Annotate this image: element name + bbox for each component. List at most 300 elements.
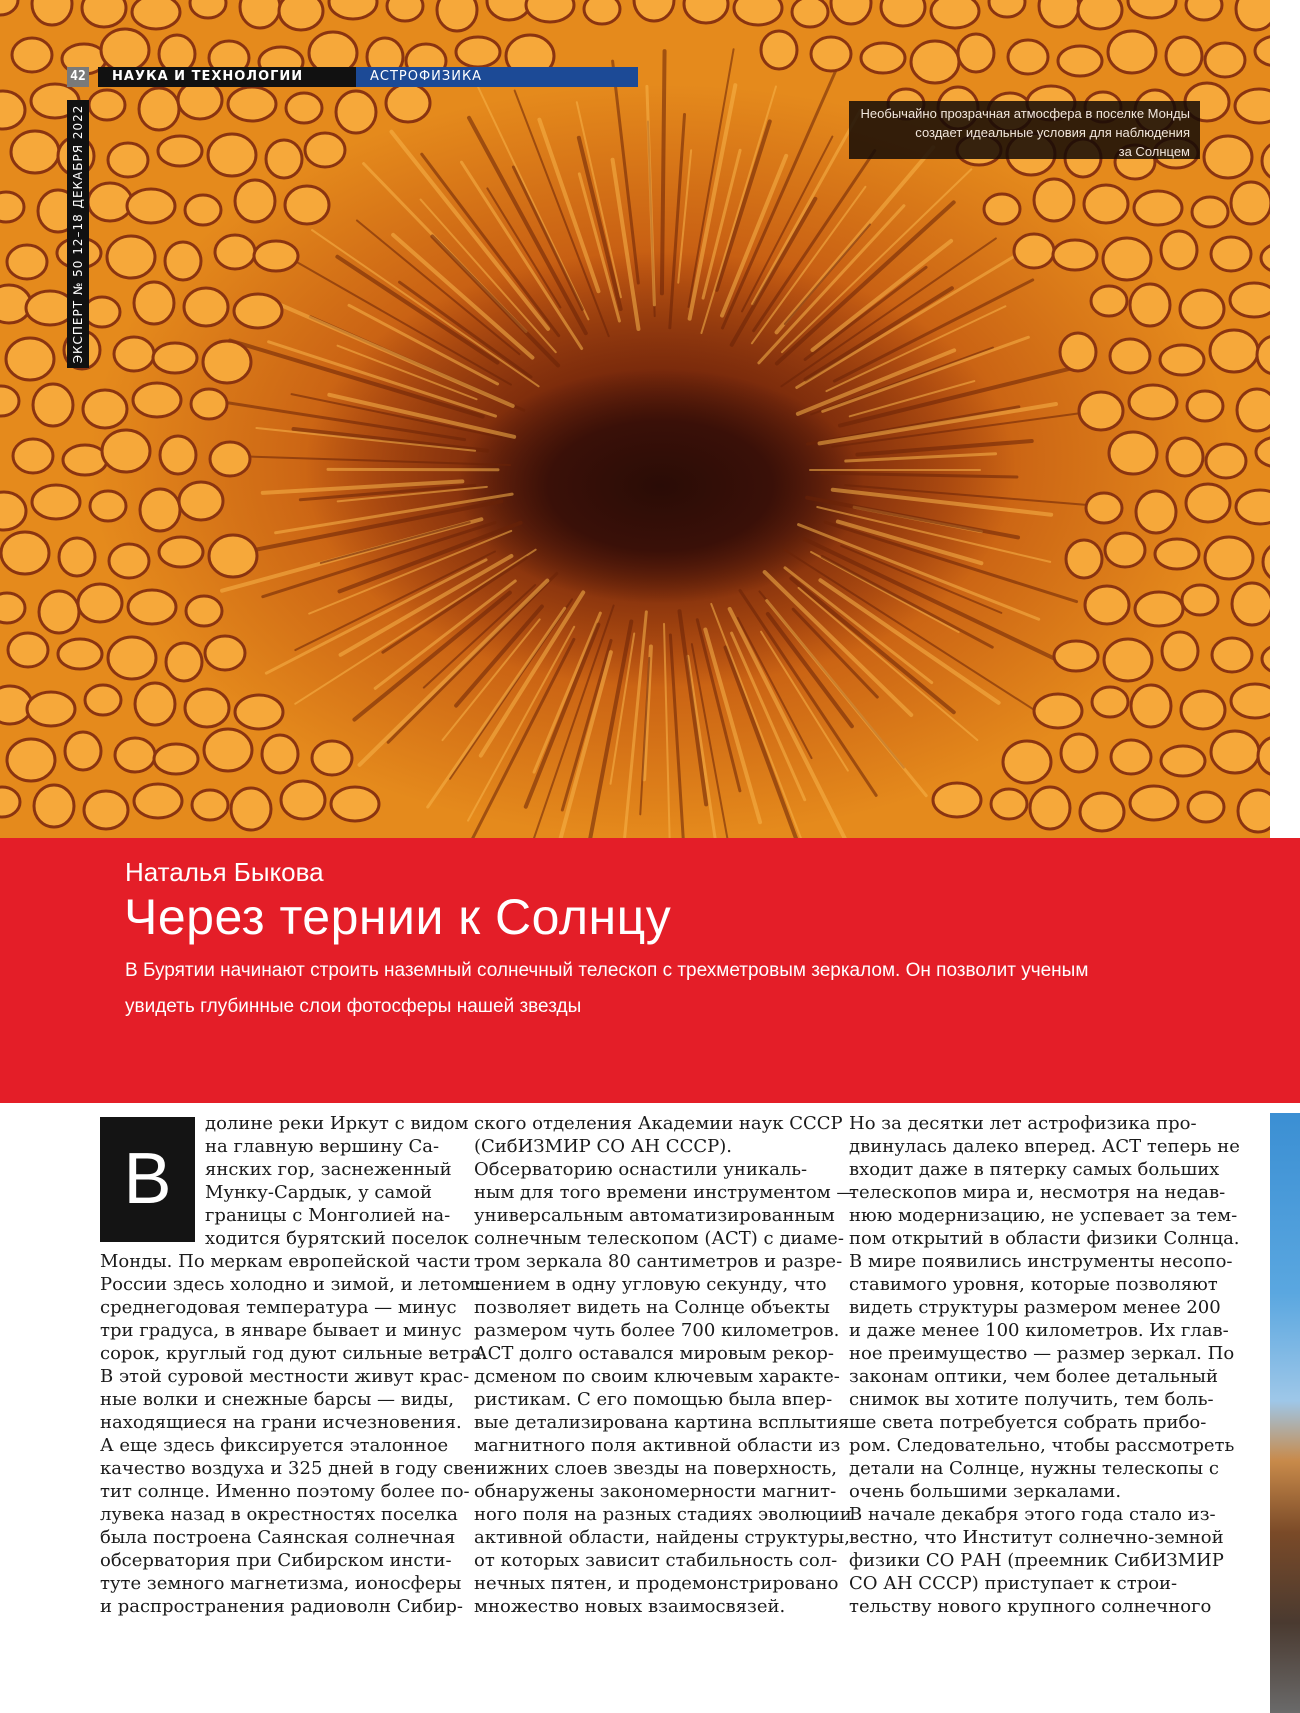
penumbra-filament xyxy=(807,498,1018,538)
granule xyxy=(82,0,126,27)
granule xyxy=(185,195,221,225)
granule xyxy=(286,93,322,123)
granule xyxy=(134,784,182,818)
granule xyxy=(991,789,1027,819)
article-lede xyxy=(125,953,1185,1025)
granule xyxy=(1060,333,1096,371)
granule xyxy=(1255,36,1270,66)
granule xyxy=(209,535,257,577)
lede-line: увидеть глубинные слои фотосферы нашей звезды xyxy=(125,996,582,1017)
text-line: сорок, круглый год дуют сильные ветра. xyxy=(100,1343,488,1364)
text-line: ристикам. С его помощью была впер- xyxy=(474,1389,833,1410)
granule xyxy=(1080,793,1124,831)
text-line: законам оптики, чем более детальный xyxy=(849,1366,1218,1387)
penumbra-filament xyxy=(263,481,463,492)
granule xyxy=(39,591,79,633)
article-title: Через тернии к Солнцу xyxy=(124,889,672,945)
granule xyxy=(1109,432,1157,474)
penumbra-filament xyxy=(857,441,1031,455)
granule xyxy=(254,241,298,271)
text-line: Обсерваторию оснастили уникаль- xyxy=(474,1159,808,1180)
granule xyxy=(184,288,228,326)
granule xyxy=(1186,0,1222,20)
granule xyxy=(1034,694,1082,728)
text-line: ского отделения Академии наук СССР xyxy=(474,1113,843,1134)
text-line: СО АН СССР) приступает к строи- xyxy=(849,1573,1178,1594)
text-line: ром. Следовательно, чтобы рассмотреть xyxy=(849,1435,1235,1456)
text-line: ным для того времени инструментом — xyxy=(474,1182,855,1203)
granule xyxy=(7,739,55,781)
granule xyxy=(32,0,72,25)
granule xyxy=(78,584,122,622)
granule xyxy=(1039,0,1079,27)
text-line: АСТ долго оставался мировым рекор- xyxy=(474,1343,834,1364)
granule xyxy=(305,133,345,167)
text-line: В этой суровой местности живут крас- xyxy=(100,1366,470,1387)
granule xyxy=(84,791,128,829)
granule xyxy=(1161,746,1205,776)
text-line: ные волки и снежные барсы — виды, xyxy=(100,1389,454,1410)
caption-line: Необычайно прозрачная атмосфера в поселке Монды xyxy=(860,106,1190,121)
granule xyxy=(279,0,323,30)
text-line: России здесь холодно и зимой, и летом: xyxy=(100,1274,482,1295)
granule xyxy=(336,91,376,133)
granule xyxy=(526,0,574,22)
penumbra-filament xyxy=(354,593,509,720)
penumbra-filament xyxy=(329,395,514,437)
text-line: три градуса, в январе бывает и минус xyxy=(100,1320,462,1341)
granule xyxy=(179,482,223,520)
granule xyxy=(933,783,981,817)
granule xyxy=(1111,740,1151,774)
granule xyxy=(7,245,47,279)
granule xyxy=(1085,586,1129,624)
text-line: янских гор, заснеженный xyxy=(205,1159,452,1180)
penumbra-filament xyxy=(834,280,1032,381)
granule xyxy=(1,532,49,574)
granule xyxy=(1236,0,1270,30)
granule xyxy=(84,297,120,327)
granule xyxy=(1058,46,1102,76)
text-line: лувека назад в окрестностях поселка xyxy=(100,1504,458,1525)
penumbra-filament xyxy=(432,237,558,366)
granule xyxy=(114,337,154,371)
text-line: позволяет видеть на Солнце объекты xyxy=(474,1297,830,1318)
text-line: размером чуть более 700 километров. xyxy=(474,1320,840,1341)
granule xyxy=(34,785,74,827)
granule xyxy=(1257,336,1270,374)
lede-line: В Бурятии начинают строить наземный солнечный телескоп с трехметровым зеркалом. Он позволит ученым xyxy=(125,960,1089,981)
granule xyxy=(1104,639,1152,681)
granule xyxy=(989,0,1025,17)
text-line: А еще здесь фиксируется эталонное xyxy=(100,1435,449,1456)
penumbra-filament xyxy=(647,86,654,304)
text-line: дсменом по своим ключевым характе- xyxy=(474,1366,840,1387)
text-line: и распространения радиоволн Сибир- xyxy=(100,1596,463,1617)
granule xyxy=(139,88,179,130)
granule xyxy=(1212,638,1252,672)
text-line: ше света потребуется собрать прибо- xyxy=(849,1412,1207,1433)
penumbra-filament xyxy=(391,132,548,329)
granule xyxy=(881,0,925,26)
granule xyxy=(1008,40,1048,74)
text-line: туте земного магнетизма, ионосферы xyxy=(100,1573,462,1594)
granule xyxy=(1003,741,1051,783)
text-line: нечных пятен, и продемонстрировано xyxy=(474,1573,839,1594)
text-line: В начале декабря этого года стало из- xyxy=(849,1504,1216,1525)
granule xyxy=(285,186,329,224)
penumbra-filament xyxy=(256,428,475,451)
text-line: физики СО РАН (преемник СибИЗМИР xyxy=(849,1550,1224,1571)
text-line: Монды. По меркам европейской части xyxy=(100,1251,471,1272)
section-rubric: НАУКА И ТЕХНОЛОГИИ xyxy=(98,67,356,87)
adjacent-page-photo-edge xyxy=(1270,1113,1300,1713)
granule xyxy=(1130,284,1170,326)
penumbra-filament xyxy=(664,624,670,838)
granule xyxy=(109,544,149,578)
granule xyxy=(231,788,271,830)
granule xyxy=(1211,237,1251,271)
granule xyxy=(1130,786,1178,820)
granule xyxy=(1160,345,1204,375)
granule xyxy=(1210,330,1258,372)
granule xyxy=(1206,444,1246,478)
granule xyxy=(128,590,176,624)
granule xyxy=(1204,136,1252,178)
issue-label xyxy=(67,100,89,368)
issue-text: ЭКСПЕРТ № 50 12–18 ДЕКАБРЯ 2022 xyxy=(71,104,85,364)
penumbra-filament xyxy=(670,115,685,328)
granule xyxy=(386,84,430,122)
granule xyxy=(1231,684,1270,718)
granule xyxy=(1066,540,1102,578)
granule xyxy=(634,0,674,21)
granule xyxy=(684,0,728,23)
granule xyxy=(134,282,174,324)
penumbra-filament xyxy=(822,473,1017,477)
text-line: детали на Солнце, нужны телескопы с xyxy=(849,1458,1219,1479)
penumbra-filament xyxy=(295,551,495,650)
text-line: ходится бурятский поселок xyxy=(205,1228,469,1249)
granule xyxy=(11,131,59,173)
granule xyxy=(1078,0,1122,29)
text-line: вестно, что Институт солнечно-земной xyxy=(849,1527,1224,1548)
text-line: долине реки Иркут с видом xyxy=(205,1113,469,1134)
granule xyxy=(107,236,155,278)
text-line: обнаружены закономерности магнит- xyxy=(474,1481,837,1502)
granule xyxy=(115,738,155,772)
granule xyxy=(208,134,256,176)
granule xyxy=(1161,231,1197,269)
granule xyxy=(861,43,905,73)
granule xyxy=(13,439,53,473)
granule xyxy=(1262,142,1270,180)
granule xyxy=(1134,191,1182,225)
granule xyxy=(186,596,222,626)
granule xyxy=(0,492,26,530)
granule xyxy=(8,633,48,667)
granule xyxy=(160,436,196,474)
penumbra-filament xyxy=(463,639,574,838)
granule xyxy=(165,242,201,280)
granule xyxy=(1258,737,1270,775)
granule xyxy=(931,0,979,28)
granule xyxy=(1034,179,1074,221)
granule xyxy=(1188,792,1224,822)
text-line: нижних слоев звезды на поверхность, xyxy=(474,1458,837,1479)
caption-line: за Солнцем xyxy=(1118,144,1190,159)
granule xyxy=(58,639,102,669)
text-line: вые детализирована картина всплытия xyxy=(474,1412,850,1433)
granule xyxy=(1237,389,1270,431)
granule xyxy=(1092,687,1128,717)
penumbra-filament xyxy=(662,51,665,293)
granule xyxy=(331,787,379,821)
granule xyxy=(1086,493,1122,523)
granule xyxy=(329,0,377,19)
granule xyxy=(437,0,477,31)
granule xyxy=(1155,539,1199,569)
granule xyxy=(0,593,25,623)
granule xyxy=(6,338,54,380)
text-line: ное преимущество — размер зеркал. По xyxy=(849,1343,1235,1364)
granule xyxy=(89,90,125,120)
granule xyxy=(158,136,202,166)
text-line: находящиеся на грани исчезновения. xyxy=(100,1412,462,1433)
penumbra-filament xyxy=(515,91,609,337)
granule xyxy=(1182,585,1218,615)
granule xyxy=(205,636,245,670)
granule xyxy=(27,692,75,726)
granule xyxy=(88,183,132,221)
text-line: Мунку-Сардык, у самой xyxy=(205,1182,433,1203)
granule xyxy=(153,343,197,373)
granule xyxy=(1230,283,1270,317)
text-line: видеть структуры размером менее 200 xyxy=(849,1297,1221,1318)
text-line: тит солнце. Именно поэтому более по- xyxy=(100,1481,470,1502)
granule xyxy=(185,689,229,727)
granule xyxy=(958,34,994,72)
granule xyxy=(1231,182,1270,224)
granule xyxy=(761,31,797,69)
granule xyxy=(1129,385,1177,419)
page-number: 42 xyxy=(67,67,89,87)
granule xyxy=(191,389,227,419)
granule xyxy=(1135,592,1183,626)
granule xyxy=(1110,339,1150,373)
granule xyxy=(133,383,181,417)
body-column-3 xyxy=(849,1112,1240,1618)
granule xyxy=(108,143,148,177)
granule xyxy=(235,180,275,222)
granule xyxy=(59,538,95,576)
granule xyxy=(127,189,175,223)
penumbra-filament xyxy=(738,618,812,758)
penumbra-filament xyxy=(825,522,1076,601)
granule xyxy=(1261,243,1270,273)
granule xyxy=(1232,583,1270,625)
granule xyxy=(1030,787,1070,829)
granule xyxy=(1108,31,1156,73)
granule xyxy=(1054,641,1098,671)
granule xyxy=(281,781,325,819)
granule xyxy=(108,637,156,679)
granule xyxy=(1131,685,1171,727)
body-column-2 xyxy=(474,1112,855,1618)
granule xyxy=(456,37,500,67)
granule xyxy=(1205,43,1245,77)
granule xyxy=(166,643,202,681)
granule xyxy=(65,732,101,770)
granule xyxy=(1103,238,1151,280)
granule xyxy=(1167,438,1203,476)
penumbra-filament xyxy=(732,633,805,800)
granule xyxy=(0,787,20,817)
granule xyxy=(12,38,52,72)
granule xyxy=(1211,731,1259,773)
granule xyxy=(387,0,423,21)
granule xyxy=(1014,234,1054,268)
granule xyxy=(831,0,871,24)
text-line: ставимого уровня, которые позволяют xyxy=(849,1274,1218,1295)
text-line: была построена Саянская солнечная xyxy=(100,1527,456,1548)
text-line: обсерватория при Сибирском инсти- xyxy=(100,1550,452,1571)
text-line: пом открытий в области физики Солнца. xyxy=(849,1228,1240,1249)
granule xyxy=(1256,437,1270,467)
author-name: Наталья Быкова xyxy=(125,857,324,887)
text-line: солнечным телескопом (АСТ) с диаме- xyxy=(474,1228,844,1249)
granule xyxy=(85,685,121,715)
granule xyxy=(0,0,18,15)
text-line: активной области, найдены структуры, xyxy=(474,1527,850,1548)
penumbra-filament xyxy=(522,606,613,838)
penumbra-filament xyxy=(337,257,497,363)
granule xyxy=(1079,392,1123,430)
penumbra-filament xyxy=(670,635,685,838)
granule xyxy=(1192,197,1228,227)
text-line: магнитного поля активной области из xyxy=(474,1435,841,1456)
granule xyxy=(1186,484,1230,522)
text-line: множество новых взаимосвязей. xyxy=(474,1596,786,1617)
penumbra-filament xyxy=(822,556,992,647)
granule xyxy=(1205,537,1253,579)
granule xyxy=(192,790,228,820)
granule xyxy=(1061,734,1097,772)
granule xyxy=(1084,185,1128,223)
granule xyxy=(190,0,226,18)
granule xyxy=(159,537,203,567)
granule xyxy=(135,683,175,725)
photo-caption xyxy=(849,101,1200,159)
granule xyxy=(215,235,255,269)
granule xyxy=(262,735,298,773)
granule xyxy=(1181,691,1225,729)
penumbra-filament xyxy=(225,456,510,465)
granule xyxy=(1105,533,1145,567)
penumbra-filament xyxy=(817,507,1050,562)
text-line: тельству нового крупного солнечного xyxy=(849,1596,1212,1617)
granule xyxy=(154,744,198,774)
granule xyxy=(312,741,352,775)
granule xyxy=(266,140,302,178)
granule xyxy=(234,294,282,328)
granule xyxy=(140,489,180,531)
granule xyxy=(32,485,80,519)
granule xyxy=(0,386,19,416)
text-line: ного поля на разных стадиях эволюции xyxy=(474,1504,852,1525)
text-line: от которых зависит стабильность сол- xyxy=(474,1550,838,1571)
penumbra-filament xyxy=(428,608,565,807)
granule xyxy=(487,0,531,20)
text-line: на главную вершину Са- xyxy=(205,1136,440,1157)
text-line: шением в одну угловую секунду, что xyxy=(474,1274,827,1295)
granule xyxy=(1166,37,1202,75)
granule xyxy=(102,430,150,472)
granule xyxy=(210,442,250,476)
granule xyxy=(911,41,959,83)
granule xyxy=(1180,290,1224,328)
granule xyxy=(33,384,73,426)
granule xyxy=(1187,391,1223,421)
penumbra-filament xyxy=(820,580,998,703)
granule xyxy=(1236,490,1270,524)
granule xyxy=(734,0,782,25)
granule xyxy=(132,0,180,29)
text-line: тром зеркала 80 сантиметров и разре- xyxy=(474,1251,843,1272)
granule xyxy=(204,729,252,771)
granule xyxy=(811,37,851,71)
granule xyxy=(1128,0,1176,18)
text-line: и даже менее 100 километров. Их глав- xyxy=(849,1320,1229,1341)
subsection-rubric: АСТРОФИЗИКА xyxy=(356,67,638,87)
granule xyxy=(1235,89,1270,123)
granule xyxy=(203,341,251,383)
granule xyxy=(0,91,25,129)
granule xyxy=(63,445,107,475)
granule xyxy=(1263,543,1270,581)
penumbra-filament xyxy=(722,69,836,328)
penumbra-filament xyxy=(562,640,611,810)
text-line: среднегодовая температура — минус xyxy=(100,1297,457,1318)
text-line: качество воздуха и 325 дней в году све- xyxy=(100,1458,481,1479)
caption-line: создает идеальные условия для наблюдения xyxy=(915,125,1190,140)
granule xyxy=(83,390,127,428)
granule xyxy=(1053,240,1097,270)
granule xyxy=(1091,286,1127,316)
text-line: очень большими зеркалами. xyxy=(849,1481,1122,1502)
text-line: универсальным автоматизированным xyxy=(474,1205,835,1226)
text-line: двинулась далеко вперед. АСТ теперь не xyxy=(849,1136,1240,1157)
granule xyxy=(90,491,126,521)
granule xyxy=(101,29,149,71)
granule xyxy=(984,194,1020,224)
granule xyxy=(1162,632,1198,670)
text-line: В мире появились инструменты несопо- xyxy=(849,1251,1233,1272)
granule xyxy=(1136,491,1176,533)
granule xyxy=(584,0,620,24)
text-line: телескопов мира и, несмотря на недав- xyxy=(849,1182,1226,1203)
text-line: (СибИЗМИР СО АН СССР). xyxy=(474,1136,732,1157)
granule xyxy=(228,87,276,121)
granule xyxy=(240,0,280,28)
granule xyxy=(1262,644,1270,674)
text-line: снимок вы хотите получить, тем боль- xyxy=(849,1389,1214,1410)
text-line: границы с Монголией на- xyxy=(205,1205,451,1226)
text-line: Но за десятки лет астрофизика про- xyxy=(849,1113,1197,1134)
granule xyxy=(235,695,283,729)
granule xyxy=(1238,790,1270,832)
text-line: входит даже в пятерку самых больших xyxy=(849,1159,1220,1180)
